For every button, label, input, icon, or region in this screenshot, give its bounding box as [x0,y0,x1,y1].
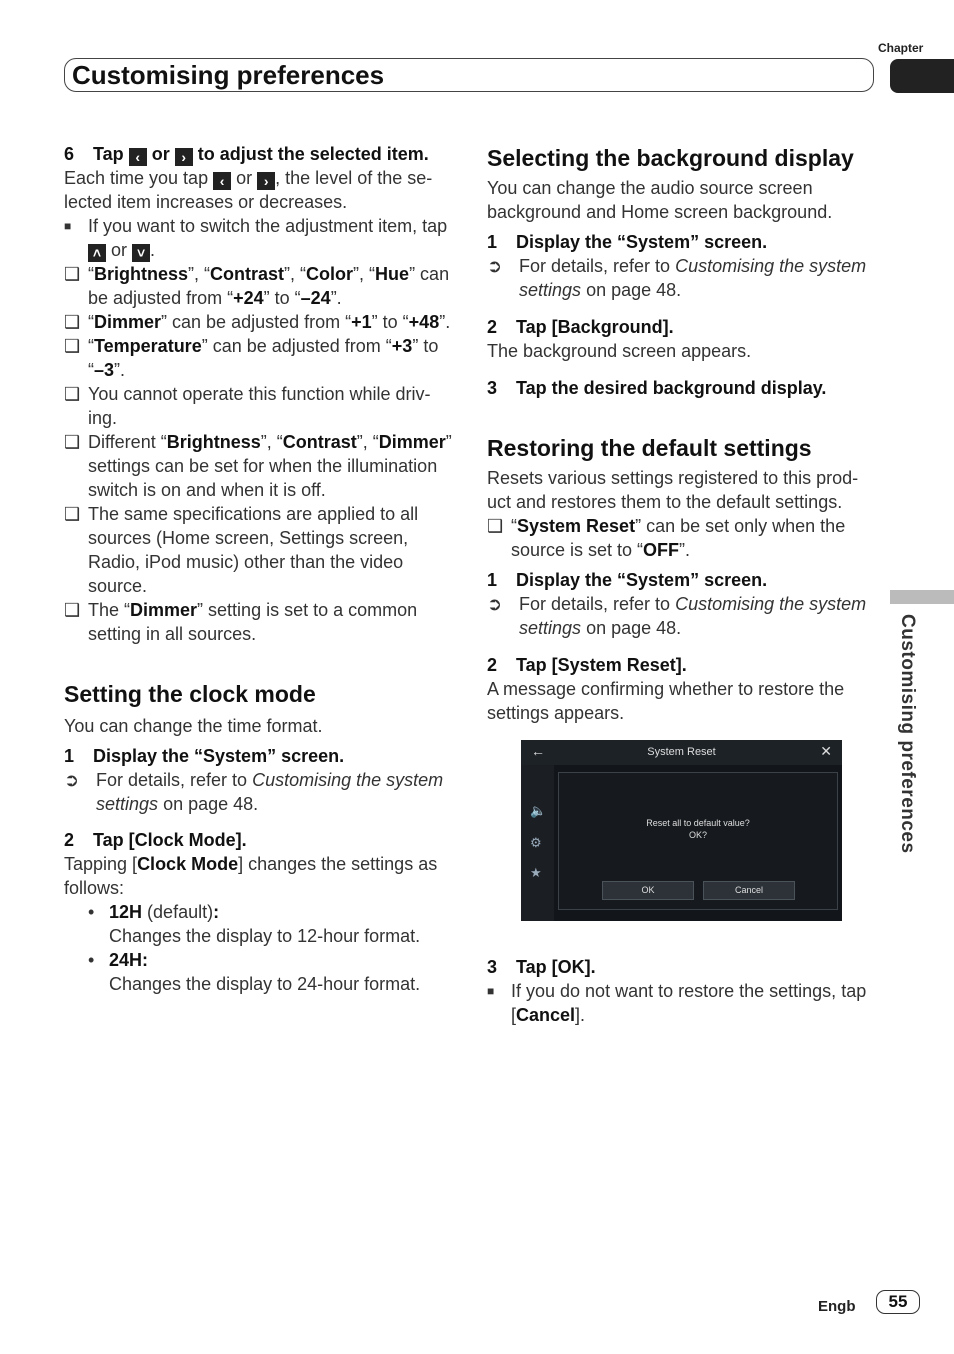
reset-dialog [558,772,838,910]
square-bullet-icon: ■ [64,219,72,233]
page-title: Customising preferences [72,60,385,90]
chevron-right-icon: › [175,148,193,166]
step-6: 6 Tap ‹ or › to adjust the selected item. [64,144,429,165]
side-tab-label: Customising preferences [897,614,918,854]
close-icon[interactable]: ✕ [820,743,832,759]
note-item: ❑ You cannot operate this function while driv- ing. [64,384,431,428]
screenshot-side-rail [521,765,554,921]
bullet-switch-item: ■ If you want to switch the adjustment item, tap ˄ or ˅ . [64,216,448,261]
page-number: 55 [876,1290,920,1314]
footer-language: Engb [818,1298,856,1315]
clock-step-2: 2 Tap [Clock Mode]. [64,830,247,850]
background-reference: ➲ For details, refer to Customising the system settings on page 48. [487,256,867,300]
checkbox-note-icon: ❑ [64,504,81,524]
note-item: ❑ The same specifications are applied to all sources (Home screen, Settings screen, Radio, iPod music) other than the video source. [64,504,419,596]
clock-option-12h: • 12H (default): [88,902,220,922]
note-item: ❑ The “Dimmer” setting is set to a common setting in all sources. [64,600,418,644]
clock-intro: You can change the time format. [64,716,323,736]
background-step-2-description: The background screen appears. [487,341,752,361]
clock-option-24h-desc: Changes the display to 24-hour format. [109,974,421,994]
system-reset-screenshot [521,740,842,921]
arrow-reference-icon: ➲ [487,594,503,614]
reset-step-2-description: A message confirming whether to restore the settings appears. [487,679,845,723]
chapter-label: Chapter [878,41,924,55]
ok-button[interactable]: OK [602,881,694,900]
reset-step-2: 2 Tap [System Reset]. [487,655,687,675]
square-bullet-icon: ■ [487,984,495,998]
checkbox-note-icon: ❑ [487,516,504,536]
clock-reference: ➲ For details, refer to Customising the system settings on page 48. [64,770,444,814]
arrow-reference-icon: ➲ [487,256,503,276]
back-arrow-icon[interactable]: ← [531,743,545,759]
chevron-right-icon: › [257,172,275,190]
chevron-down-icon: ˅ [132,244,150,262]
checkbox-note-icon: ❑ [64,384,81,404]
reset-intro: Resets various settings registered to this prod- uct and restores them to the default settings. [487,468,859,512]
gear-icon[interactable]: ⚙ [530,835,542,850]
checkbox-note-icon: ❑ [64,264,81,284]
right-column [487,144,879,725]
dot-bullet-icon: • [88,902,95,922]
clock-step-2-description: Tapping [Clock Mode] changes the settings as follows: [64,854,438,898]
checkbox-note-icon: ❑ [64,432,81,452]
clock-step-1: 1 Display the “System” screen. [64,746,345,766]
reset-note: ❑ “System Reset” can be set only when the source is set to “OFF”. [487,516,846,560]
reset-step-3: 3 Tap [OK]. [487,957,596,977]
background-step-1: 1 Display the “System” screen. [487,232,768,252]
note-item: ❑ Different “Brightness”, “Contrast”, “Dimmer” settings can be set for when the illumination switch is on and when it is off. [64,432,452,500]
dot-bullet-icon: • [88,950,95,970]
step-6-description: Each time you tap ‹ or › , the level of the se- lected item increases or decreases. [64,168,433,212]
background-step-3: 3 Tap the desired background display. [487,378,827,398]
arrow-reference-icon: ➲ [64,770,80,790]
checkbox-note-icon: ❑ [64,600,81,620]
reset-step-1: 1 Display the “System” screen. [487,570,768,590]
section-heading-background: Selecting the background display [487,145,854,171]
note-item: ❑ “Brightness”, “Contrast”, “Color”, “Hue” can be adjusted from “+24” to “–24”. [64,264,450,308]
left-column [64,142,454,996]
note-item: ❑ “Temperature” can be adjusted from “+3” to “–3”. [64,336,439,380]
background-step-2: 2 Tap [Background]. [487,317,674,337]
note-item: ❑ “Dimmer” can be adjusted from “+1” to “+48”. [64,312,451,332]
chapter-tab [890,59,954,93]
chevron-left-icon: ‹ [213,172,231,190]
section-heading-reset: Restoring the default settings [487,435,812,461]
side-tab [890,590,954,604]
background-intro: You can change the audio source screen background and Home screen background. [487,178,833,222]
screenshot-title: System Reset [647,746,716,758]
checkbox-note-icon: ❑ [64,312,81,332]
reset-reference: ➲ For details, refer to Customising the system settings on page 48. [487,594,867,638]
star-icon[interactable]: ★ [530,865,542,880]
chevron-left-icon: ‹ [129,148,147,166]
reset-cancel-bullet: ■ If you do not want to restore the settings, tap [Cancel]. [487,981,867,1025]
speaker-icon[interactable]: 🔈 [530,803,547,818]
checkbox-note-icon: ❑ [64,336,81,356]
clock-option-24h: • 24H: [88,950,149,970]
cancel-button[interactable]: Cancel [703,881,795,900]
chevron-up-icon: ˄ [88,244,106,262]
clock-option-12h-desc: Changes the display to 12-hour format. [109,926,421,946]
reset-dialog-message: Reset all to default value? OK? [646,818,750,840]
right-column-lower [487,955,879,1027]
section-heading-clock: Setting the clock mode [64,681,316,707]
